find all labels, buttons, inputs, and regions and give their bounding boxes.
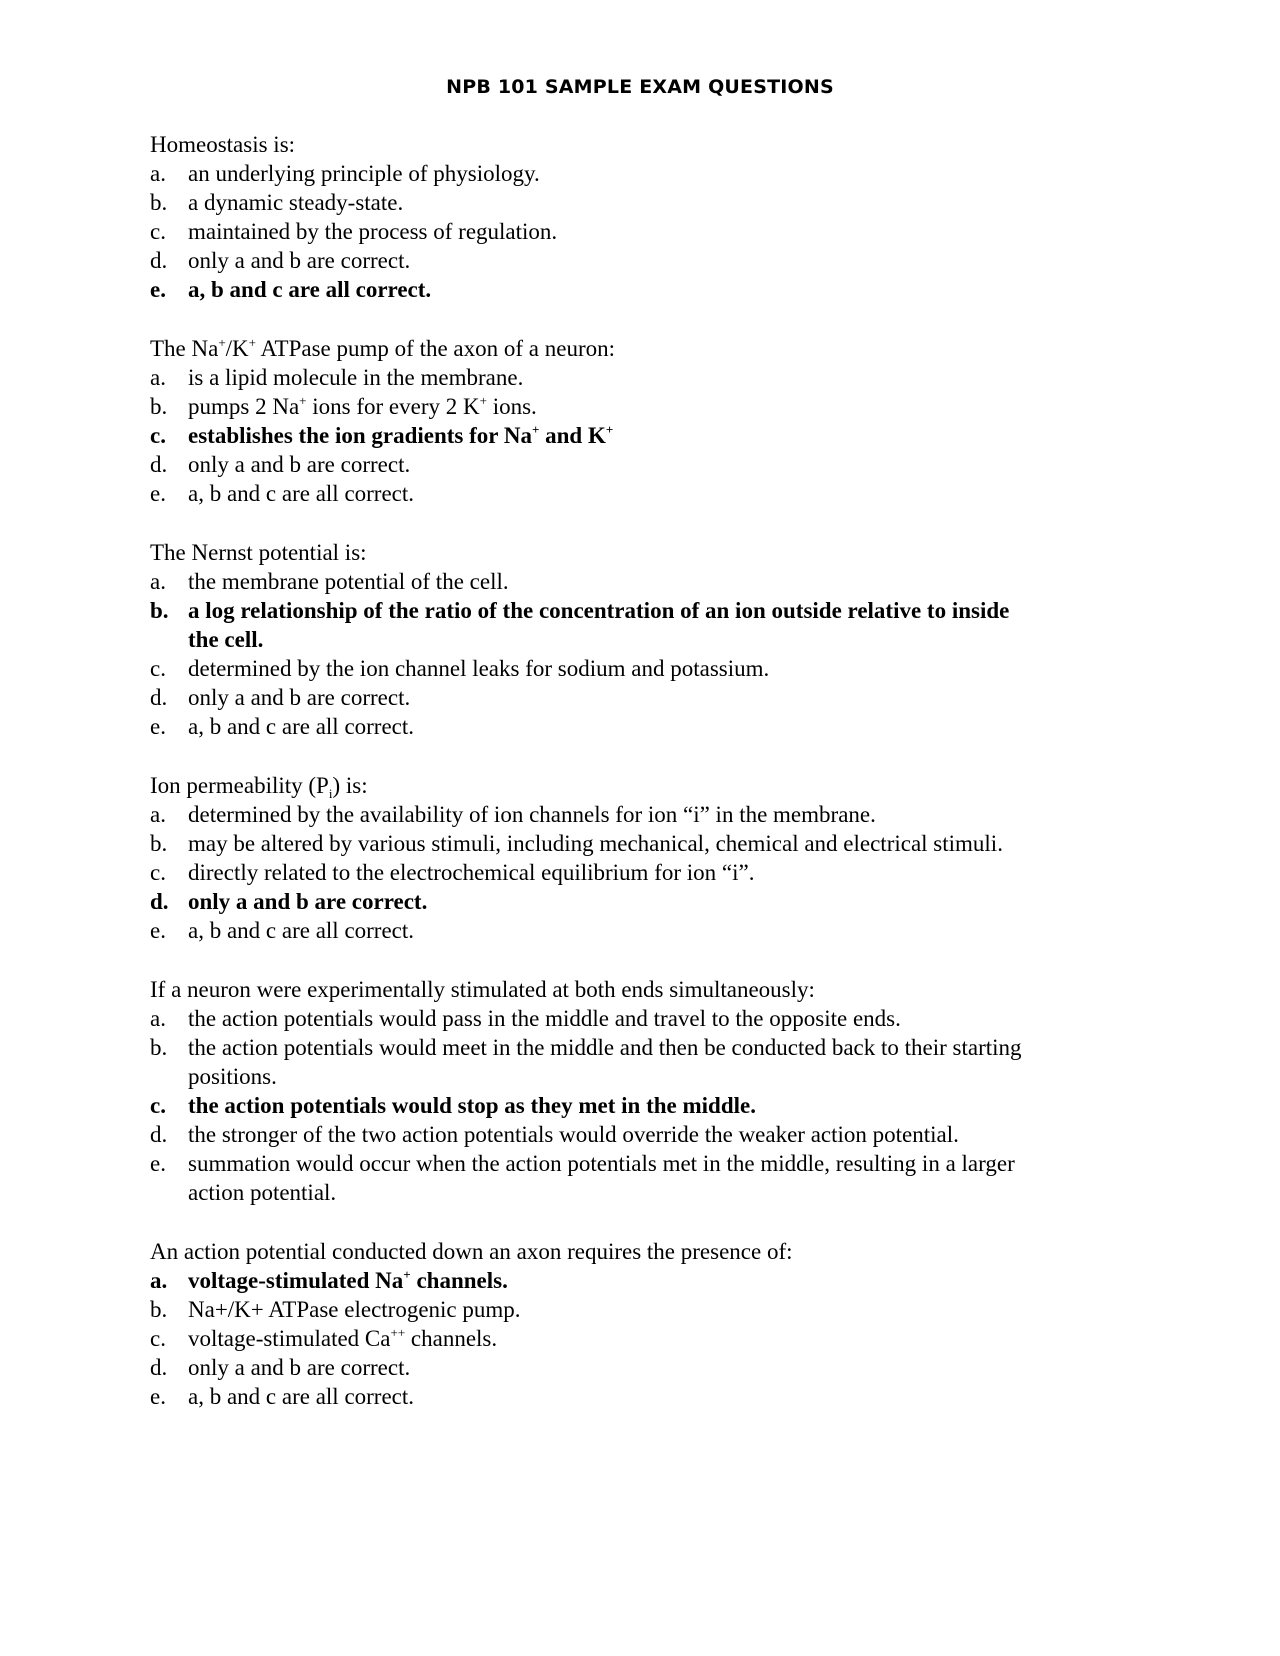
superscript: + <box>605 422 614 437</box>
option-a <box>150 1004 1030 1033</box>
option-letter: b. <box>150 831 168 856</box>
option-letter: d. <box>150 889 169 914</box>
superscript: + <box>248 335 257 350</box>
option-letter: b. <box>150 1297 168 1322</box>
option-text: a log relationship of the ratio of the concentration of an ion outside relative to inside the cell. <box>188 598 1010 652</box>
option-e <box>150 1149 1030 1207</box>
superscript: ++ <box>390 1325 406 1340</box>
option-text: maintained by the process of regulation. <box>188 219 558 244</box>
option-e-correct-answer <box>150 275 1030 304</box>
option-a <box>150 363 1030 392</box>
option-letter: e. <box>150 918 166 943</box>
option-letter: a. <box>150 569 166 594</box>
option-letter: b. <box>150 1035 168 1060</box>
document-title: NPB 101 SAMPLE EXAM QUESTIONS <box>446 76 834 98</box>
option-text: directly related to the electrochemical equilibrium for ion “i”. <box>188 860 755 885</box>
option-b <box>150 1033 1030 1091</box>
option-letter: b. <box>150 190 168 215</box>
question-1 <box>150 130 1030 304</box>
question-stem: Homeostasis is: <box>150 132 296 157</box>
option-d <box>150 1120 1030 1149</box>
question-stem <box>150 771 1030 800</box>
option-letter: e. <box>150 481 166 506</box>
option-text: only a and b are correct. <box>188 248 411 273</box>
option-text: a, b and c are all correct. <box>188 714 415 739</box>
option-text: voltage-stimulated Ca <box>188 1326 391 1351</box>
stem-text: Ion permeability (P <box>150 773 329 798</box>
option-d <box>150 1353 1030 1382</box>
option-text: determined by the availability of ion channels for ion “i” in the membrane. <box>188 802 876 827</box>
option-text: may be altered by various stimuli, including mechanical, chemical and electrical stimuli. <box>188 831 1003 856</box>
stem-text: The Na <box>150 336 219 361</box>
option-list <box>150 800 1030 945</box>
superscript: + <box>479 393 487 408</box>
option-text: a, b and c are all correct. <box>188 277 432 302</box>
option-e <box>150 479 1030 508</box>
option-b <box>150 1295 1030 1324</box>
question-stem: The Nernst potential is: <box>150 540 367 565</box>
option-list <box>150 1004 1030 1207</box>
option-letter: a. <box>150 365 166 390</box>
option-c <box>150 858 1030 887</box>
option-list <box>150 1266 1030 1411</box>
option-text: Na+/K+ ATPase electrogenic pump. <box>188 1297 521 1322</box>
option-text: ions. <box>486 394 537 419</box>
question-6 <box>150 1237 1030 1411</box>
option-letter: c. <box>150 656 166 681</box>
option-text: the action potentials would pass in the middle and travel to the opposite ends. <box>188 1006 901 1031</box>
option-text: the action potentials would stop as they met in the middle. <box>188 1093 756 1118</box>
question-5 <box>150 975 1030 1207</box>
question-4 <box>150 771 1030 945</box>
option-text: ions for every 2 K <box>306 394 480 419</box>
option-e <box>150 712 1030 741</box>
option-letter: d. <box>150 685 168 710</box>
option-d <box>150 246 1030 275</box>
option-d <box>150 683 1030 712</box>
superscript: + <box>218 335 226 350</box>
option-c-correct-answer <box>150 421 1030 450</box>
option-a-correct-answer <box>150 1266 1030 1295</box>
option-text: an underlying principle of physiology. <box>188 161 540 186</box>
option-letter: e. <box>150 277 166 302</box>
option-list <box>150 363 1030 508</box>
option-letter: c. <box>150 1326 166 1351</box>
option-letter: d. <box>150 248 168 273</box>
option-letter: d. <box>150 452 168 477</box>
stem-text: /K <box>225 336 249 361</box>
option-text: only a and b are correct. <box>188 1355 411 1380</box>
question-3 <box>150 538 1030 741</box>
superscript: + <box>531 422 540 437</box>
option-text: only a and b are correct. <box>188 452 411 477</box>
option-a <box>150 159 1030 188</box>
option-text: determined by the ion channel leaks for sodium and potassium. <box>188 656 770 681</box>
option-letter: a. <box>150 1006 166 1031</box>
option-text: summation would occur when the action potentials met in the middle, resulting in a larger action potential. <box>188 1151 1015 1205</box>
option-c <box>150 217 1030 246</box>
option-letter: c. <box>150 423 166 448</box>
option-letter: c. <box>150 219 166 244</box>
option-d-correct-answer <box>150 887 1030 916</box>
option-letter: e. <box>150 1151 166 1176</box>
stem-text: ATPase pump of the axon of a neuron: <box>256 336 615 361</box>
option-letter: d. <box>150 1355 168 1380</box>
superscript: + <box>299 393 307 408</box>
option-letter: a. <box>150 1268 168 1293</box>
subscript: i <box>328 786 333 801</box>
option-text: a, b and c are all correct. <box>188 1384 415 1409</box>
question-2 <box>150 334 1030 508</box>
option-a <box>150 800 1030 829</box>
option-c <box>150 654 1030 683</box>
option-e <box>150 1382 1030 1411</box>
option-text: the stronger of the two action potentials would override the weaker action potential. <box>188 1122 959 1147</box>
option-list <box>150 159 1030 304</box>
option-letter: c. <box>150 1093 166 1118</box>
option-b <box>150 392 1030 421</box>
option-letter: a. <box>150 161 166 186</box>
option-text: a, b and c are all correct. <box>188 481 415 506</box>
question-stem <box>150 334 1030 363</box>
question-stem: An action potential conducted down an axon requires the presence of: <box>150 1239 793 1264</box>
option-letter: b. <box>150 394 168 419</box>
option-text: channels. <box>410 1268 508 1293</box>
option-b <box>150 188 1030 217</box>
option-letter: b. <box>150 598 169 623</box>
option-c <box>150 1324 1030 1353</box>
question-stem: If a neuron were experimentally stimulated at both ends simultaneously: <box>150 977 815 1002</box>
option-letter: d. <box>150 1122 168 1147</box>
option-a <box>150 567 1030 596</box>
question-list <box>150 130 1030 1441</box>
option-d <box>150 450 1030 479</box>
option-letter: a. <box>150 802 166 827</box>
option-e <box>150 916 1030 945</box>
option-text: the action potentials would meet in the middle and then be conducted back to their starting positions. <box>188 1035 1022 1089</box>
option-letter: c. <box>150 860 166 885</box>
option-text: the membrane potential of the cell. <box>188 569 509 594</box>
option-list <box>150 567 1030 741</box>
option-text: channels. <box>405 1326 498 1351</box>
option-text: only a and b are correct. <box>188 685 411 710</box>
superscript: + <box>403 1267 411 1282</box>
option-text: establishes the ion gradients for Na <box>188 423 532 448</box>
option-b-correct-answer <box>150 596 1030 654</box>
option-text: pumps 2 Na <box>188 394 300 419</box>
option-text: is a lipid molecule in the membrane. <box>188 365 524 390</box>
option-letter: e. <box>150 714 166 739</box>
option-text: and K <box>539 423 606 448</box>
option-text: a, b and c are all correct. <box>188 918 415 943</box>
option-b <box>150 829 1030 858</box>
option-letter: e. <box>150 1384 166 1409</box>
option-text: only a and b are correct. <box>188 889 428 914</box>
option-text: voltage-stimulated Na <box>188 1268 404 1293</box>
option-c-correct-answer <box>150 1091 1030 1120</box>
option-text: a dynamic steady-state. <box>188 190 404 215</box>
stem-text: ) is: <box>332 773 368 798</box>
